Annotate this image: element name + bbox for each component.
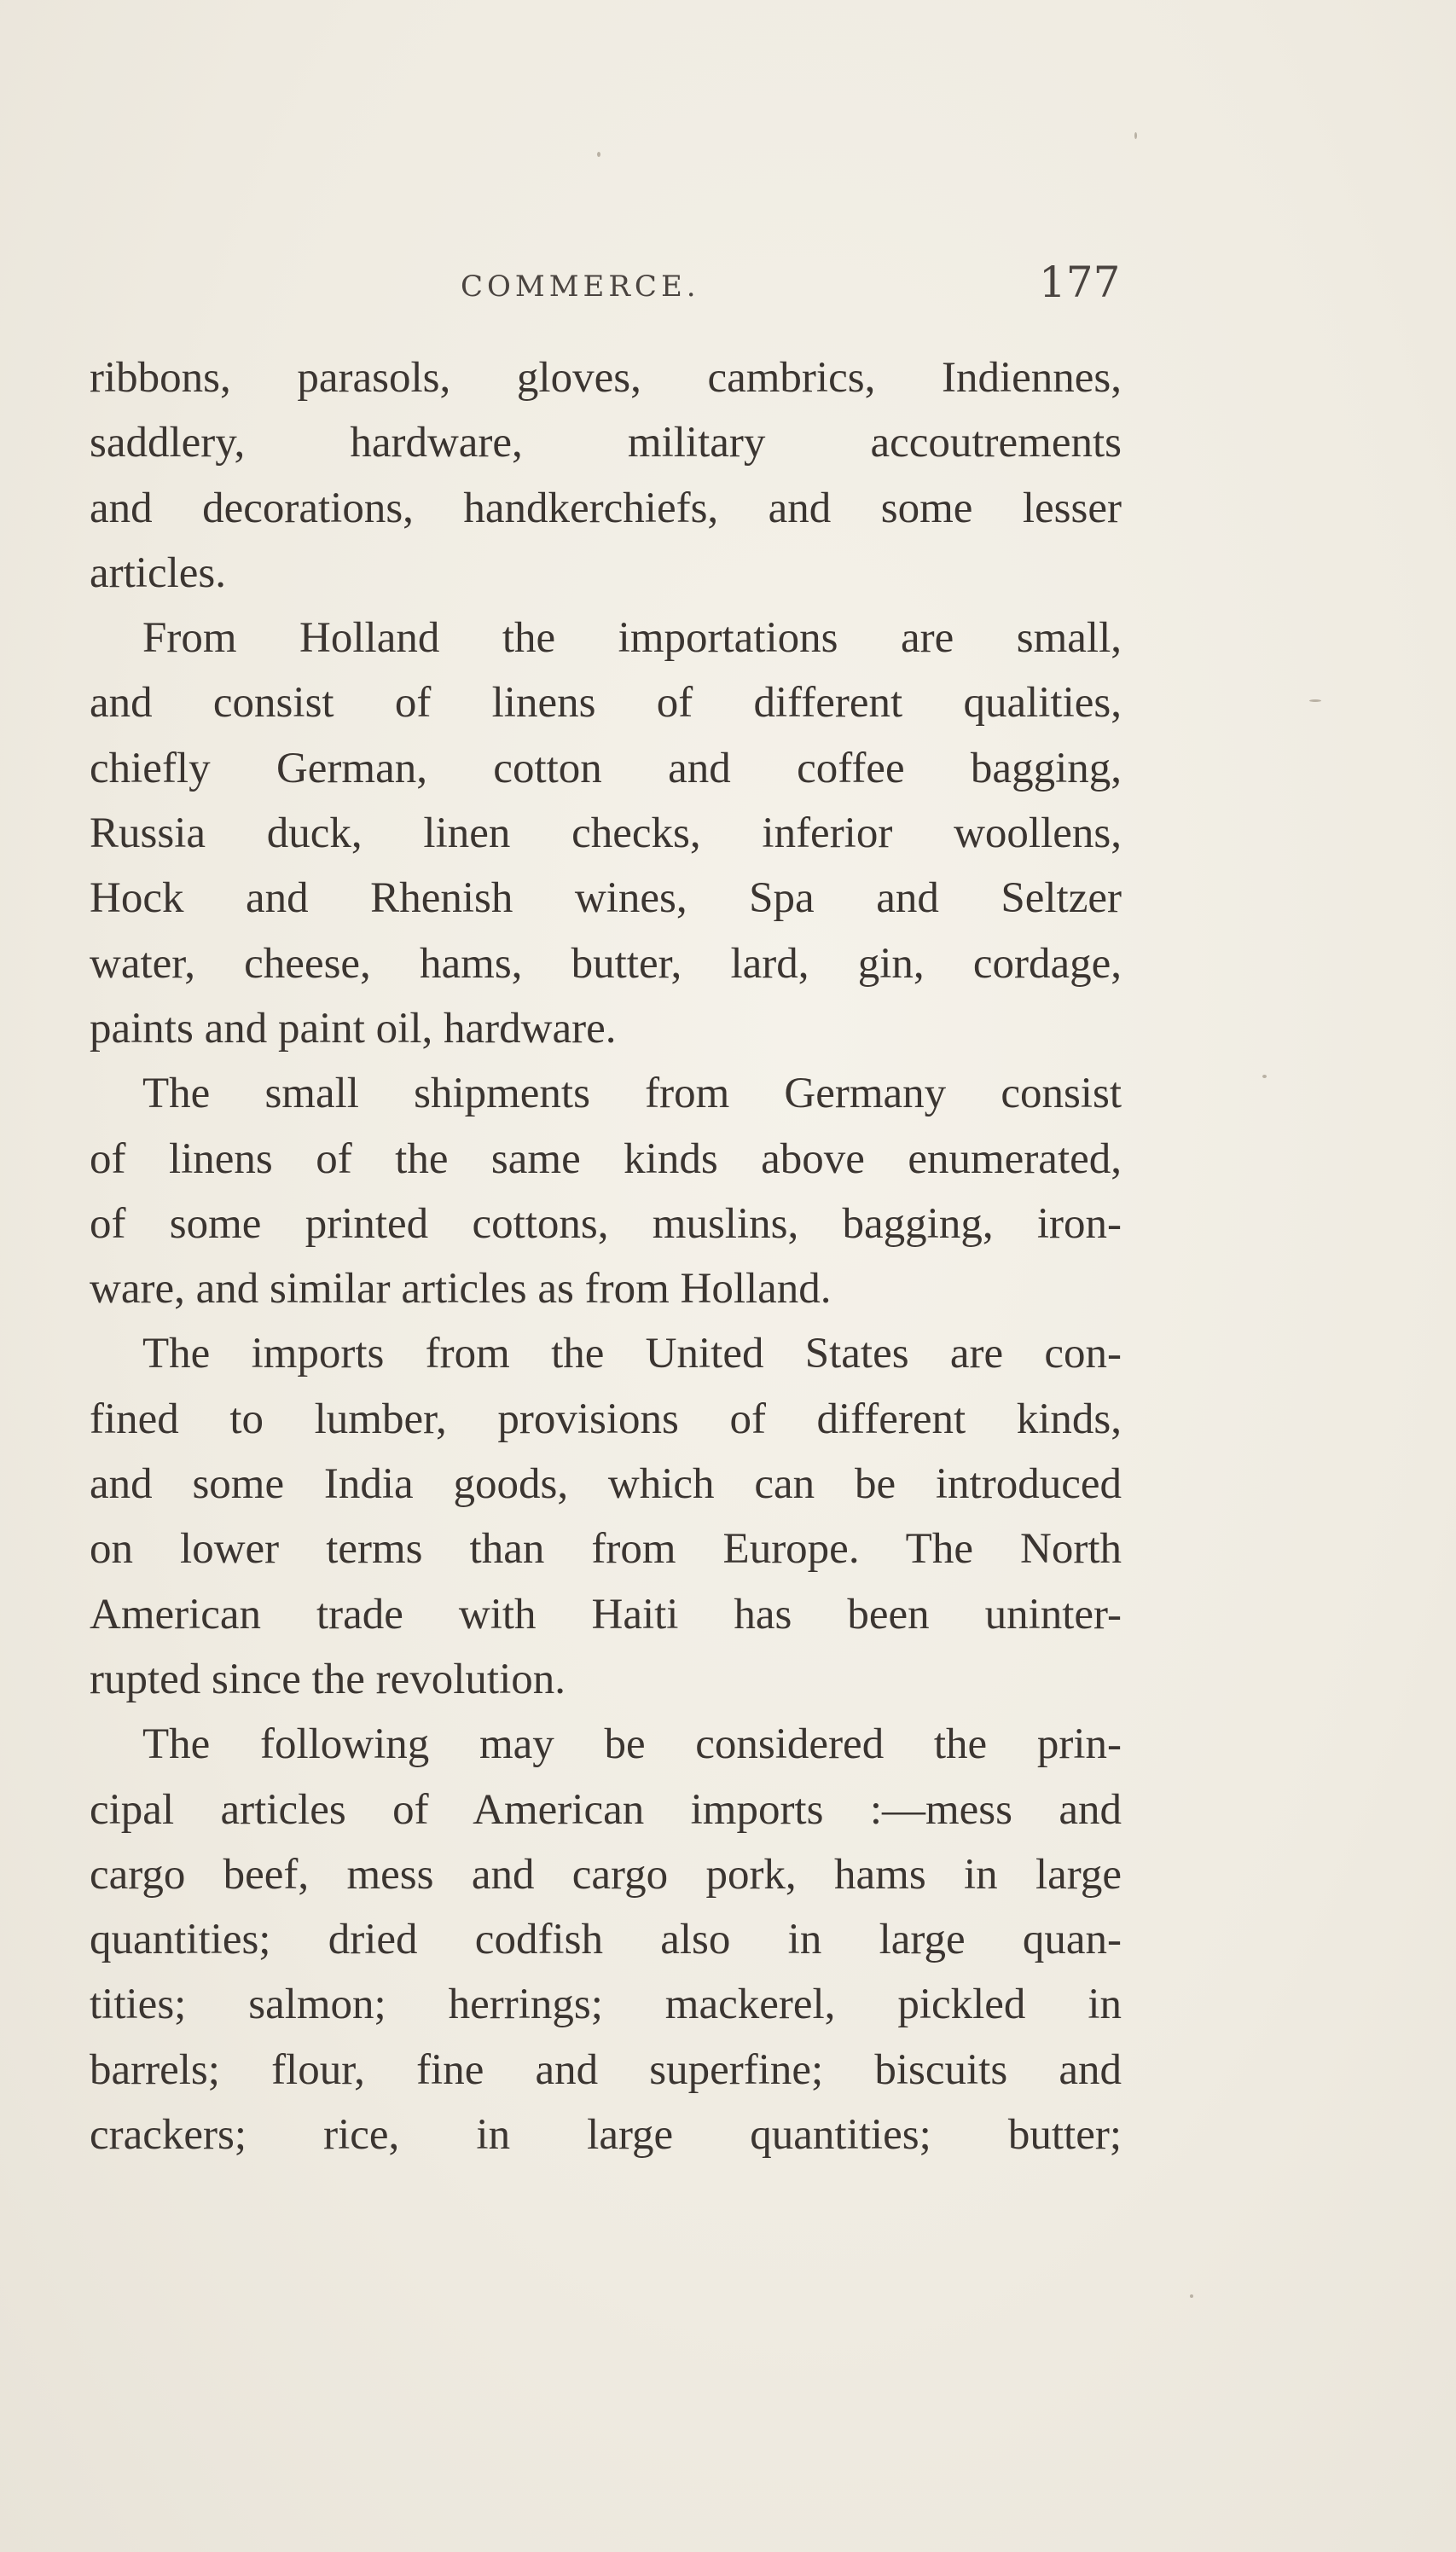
running-head-title: COMMERCE. bbox=[461, 270, 700, 304]
text-line: saddlery, hardware, military accoutrements bbox=[90, 419, 1122, 467]
text-line: and consist of linens of different qualities, bbox=[90, 679, 1122, 728]
paper-speck bbox=[1309, 699, 1321, 702]
text-line: quantities; dried codfish also in large quan- bbox=[90, 1916, 1122, 1964]
text-line: of linens of the same kinds above enumerated, bbox=[90, 1134, 1122, 1183]
text-line: water, cheese, hams, butter, lard, gin, cordage, bbox=[90, 939, 1122, 988]
body-text bbox=[90, 345, 1122, 2167]
text-line: American trade with Haiti has been uninter- bbox=[90, 1590, 1122, 1638]
paragraph-2 bbox=[90, 606, 1122, 1061]
text-line: and some India goods, which can be introduced bbox=[90, 1460, 1122, 1509]
text-line: From Holland the importations are small, bbox=[142, 614, 1122, 663]
paragraph-3 bbox=[90, 1061, 1122, 1321]
text-line: The small shipments from Germany consist bbox=[142, 1070, 1122, 1118]
paragraph-1 bbox=[90, 345, 1122, 606]
text-line: ribbons, parasols, gloves, cambrics, Indiennes, bbox=[90, 354, 1122, 402]
text-line: chiefly German, cotton and coffee bagging, bbox=[90, 744, 1122, 792]
text-line: cipal articles of American imports :—mess and bbox=[90, 1785, 1122, 1834]
text-line: articles. bbox=[90, 548, 226, 597]
text-line: on lower terms than from Europe. The North bbox=[90, 1525, 1122, 1574]
text-line: fined to lumber, provisions of different kinds, bbox=[90, 1395, 1122, 1443]
paragraph-4 bbox=[90, 1321, 1122, 1712]
paper-speck bbox=[1190, 2294, 1193, 2298]
page-number: 177 bbox=[1039, 258, 1121, 307]
paper-speck bbox=[1134, 132, 1137, 139]
text-line: cargo beef, mess and cargo pork, hams in large bbox=[90, 1850, 1122, 1899]
text-line: barrels; flour, fine and superfine; biscuits and bbox=[90, 2045, 1122, 2094]
text-line: Hock and Rhenish wines, Spa and Seltzer bbox=[90, 874, 1122, 923]
text-line: of some printed cottons, muslins, bagging, iron- bbox=[90, 1199, 1122, 1248]
text-line: rupted since the revolution. bbox=[90, 1655, 566, 1703]
text-line: The following may be considered the prin- bbox=[142, 1720, 1122, 1769]
text-line: tities; salmon; herrings; mackerel, pickled in bbox=[90, 1981, 1122, 2029]
paper-speck bbox=[1262, 1075, 1267, 1078]
text-line: The imports from the United States are con- bbox=[142, 1330, 1122, 1378]
paper-speck bbox=[597, 152, 600, 157]
text-line: ware, and similar articles as from Holland. bbox=[90, 1265, 832, 1314]
text-line: Russia duck, linen checks, inferior woollens, bbox=[90, 809, 1122, 858]
text-line: and decorations, handkerchiefs, and some lesser bbox=[90, 484, 1122, 532]
paragraph-5 bbox=[90, 1712, 1122, 2167]
text-line: crackers; rice, in large quantities; butter; bbox=[90, 2111, 1122, 2160]
text-line: paints and paint oil, hardware. bbox=[90, 1004, 617, 1053]
running-head bbox=[0, 258, 1456, 309]
